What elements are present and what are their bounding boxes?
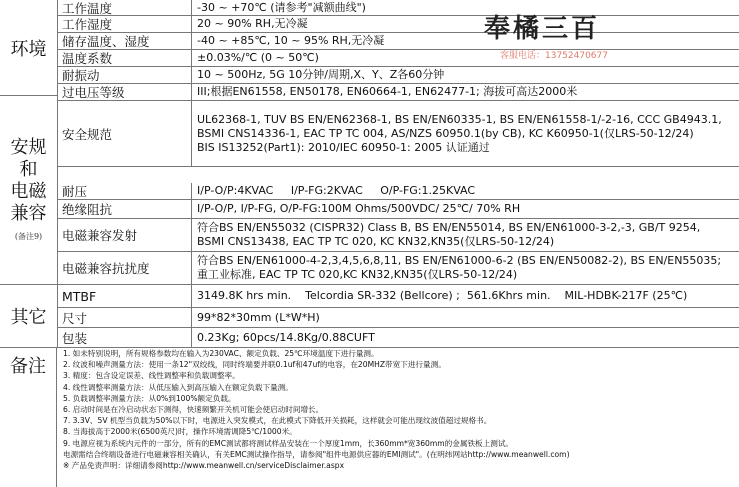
- note-item: 电源需结合终端设备进行电磁兼容相关确认，有关EMC测试操作指导，请参阅"组件电源供应器的EMI测试"。(在明纬网站http://www.meanwell.com): [63, 449, 570, 459]
- spec-value: 3149.8K hrs min. Telcordia SR-332 (Bellcore) ; 561.6Khrs min. MIL-HDBK-217F (25℃): [197, 289, 688, 302]
- category-safety-emc: [0, 96, 58, 285]
- spec-value-line: 符合BS EN/EN55032 (CISPR32) Class B, BS EN/EN55014, BS EN/EN61000-3-2,-3, GB/T 9254,: [197, 221, 701, 234]
- spec-row-dimension: [57, 308, 739, 328]
- category-safety-line: 安规: [10, 137, 47, 158]
- spec-label: 电磁兼容发射: [57, 219, 192, 251]
- notes-list: [57, 348, 739, 471]
- spec-label: 过电压等级: [57, 84, 192, 100]
- spec-value: [192, 101, 739, 166]
- spec-value: [192, 252, 739, 284]
- store-phone: 客服电话：13752470677: [500, 51, 608, 61]
- spec-label: 耐振动: [57, 67, 192, 83]
- category-environment-label: 环境: [10, 38, 47, 60]
- spec-value: I/P-O/P, I/P-FG, O/P-FG:100M Ohms/500VDC/ 25℃/ 70% RH: [197, 202, 521, 215]
- spec-label: 包装: [57, 328, 192, 347]
- note-item: ※ 产品免责声明：详细请参阅http://www.meanwell.cn/serviceDisclaimer.aspx: [63, 461, 345, 471]
- spec-value-line: UL62368-1, TUV BS EN/EN62368-1, BS EN/EN60335-1, BS EN/EN61558-1/-2-16, CCC GB4943.1,: [197, 112, 722, 126]
- spec-label: 工作湿度: [57, 16, 192, 32]
- spec-value: 0.23Kg; 60pcs/14.8Kg/0.88CUFT: [197, 330, 375, 344]
- spec-row-safety-standards: [57, 101, 739, 167]
- spec-value: -30 ~ +70℃ (请参考"减额曲线"): [197, 0, 366, 14]
- note-item: 6. 启动时间是在冷启动状态下测得，快速频繁开关机可能会使启动时间增长。: [63, 405, 324, 415]
- note-item: 8. 当海拔高于2000米(6500英尺)时，操作环境需调降5℃/1000米。: [63, 427, 297, 437]
- spec-value-line: BSMI CNS14336-1, EAC TP TC 004, AS/NZS 60950.1(by CB), KC K60950-1(仅LRS-50-12/24): [197, 126, 694, 140]
- note-item: 5. 负载调整率测量方法：从0%到100%额定负载。: [63, 393, 236, 403]
- category-safety-line: 电磁: [10, 181, 47, 202]
- store-watermark: [484, 6, 644, 66]
- store-name: 奉橘三百: [484, 14, 601, 44]
- category-safety-line: 兼容: [10, 203, 47, 224]
- note-item: 4. 线性调整率测量方法：从低压输入到高压输入在额定负载下量测。: [63, 382, 293, 392]
- spec-label: 储存温度、湿度: [57, 33, 192, 49]
- spec-value: ±0.03%/℃ (0 ~ 50℃): [197, 51, 319, 64]
- spec-value: III;根据EN61558, EN50178, EN60664-1, EN62477-1; 海拔可高达2000米: [197, 85, 578, 98]
- category-others-label: 其它: [10, 307, 47, 328]
- spec-label: 工作温度: [57, 0, 192, 15]
- spec-label: 耐压: [57, 183, 192, 199]
- category-safety-note: (备注9): [14, 232, 43, 241]
- spec-row-withstand-voltage: [57, 183, 739, 200]
- spec-row-mtbf: [57, 285, 739, 308]
- spec-label: 绝缘阻抗: [57, 200, 192, 218]
- spec-row-isolation-resistance: [57, 200, 739, 219]
- spec-value: -40 ~ +85℃, 10 ~ 95% RH,无冷凝: [197, 34, 385, 47]
- spec-value-line: BIS IS13252(Part1): 2010/IEC 60950-1: 2005 认证通过: [197, 140, 490, 154]
- category-notes-label: 备注: [10, 356, 46, 377]
- note-item: 7. 3.3V、5V 机型当负载为50%以下时，电源进入突发模式，在此模式下降低开关损耗，这样就会可能出现纹波值超过规格书。: [63, 416, 492, 426]
- spec-row-vibration: [57, 67, 739, 84]
- spec-value-line: 符合BS EN/EN61000-4-2,3,4,5,6,8,11, BS EN/EN61000-6-2 (BS EN/EN50082-2), BS EN/EN55035;: [197, 254, 722, 267]
- category-environment: [0, 0, 58, 96]
- spec-label: 尺寸: [57, 308, 192, 327]
- category-others: [0, 285, 58, 348]
- note-item: 1. 如未特别说明，所有规格参数均在输入为230VAC、额定负载、25℃环境温度下进行量测。: [63, 349, 379, 358]
- note-item: 9. 电源应视为系统内元件的一部分，所有的EMC测试都将测试样品安装在一个厚度1mm，长360mm*宽360mm的金属铁板上测试。: [63, 438, 514, 448]
- spec-value-line: BSMI CNS13438, EAC TP TC 020, KC KN32,KN35(仅LRS-50-12/24): [197, 235, 555, 248]
- spec-row-emc-emission: [57, 219, 739, 252]
- spec-label: 安全规范: [57, 101, 192, 166]
- spec-row-emc-immunity: [57, 252, 739, 285]
- spec-value-line: 重工业标准, EAC TP TC 020,KC KN32,KN35(仅LRS-50-12/24): [197, 268, 518, 281]
- spec-value: I/P-O/P:4KVAC I/P-FG:2KVAC O/P-FG:1.25KVAC: [197, 184, 476, 197]
- spec-value: 20 ~ 90% RH,无冷凝: [197, 17, 308, 30]
- spec-row-packing: [57, 328, 739, 348]
- spec-label: MTBF: [57, 285, 192, 307]
- spec-label: 电磁兼容抗扰度: [57, 252, 192, 284]
- spec-value: 10 ~ 500Hz, 5G 10分钟/周期,X、Y、Z各60分钟: [197, 68, 445, 81]
- note-item: 2. 纹波和噪声测量方法：使用一条12"双绞线，同时终端要并联0.1uf和47uf的电容，在20MHZ带宽下进行量测。: [63, 360, 446, 370]
- note-item: 3. 精度：包含设定误差、线性调整率和负载调整率。: [63, 371, 240, 381]
- spec-value: [192, 219, 739, 251]
- category-safety-line: 和: [19, 159, 38, 180]
- spec-label: 温度系数: [57, 50, 192, 66]
- spec-value: 99*82*30mm (L*W*H): [197, 310, 320, 324]
- spec-row-overvoltage: [57, 84, 739, 101]
- category-notes: [0, 348, 57, 378]
